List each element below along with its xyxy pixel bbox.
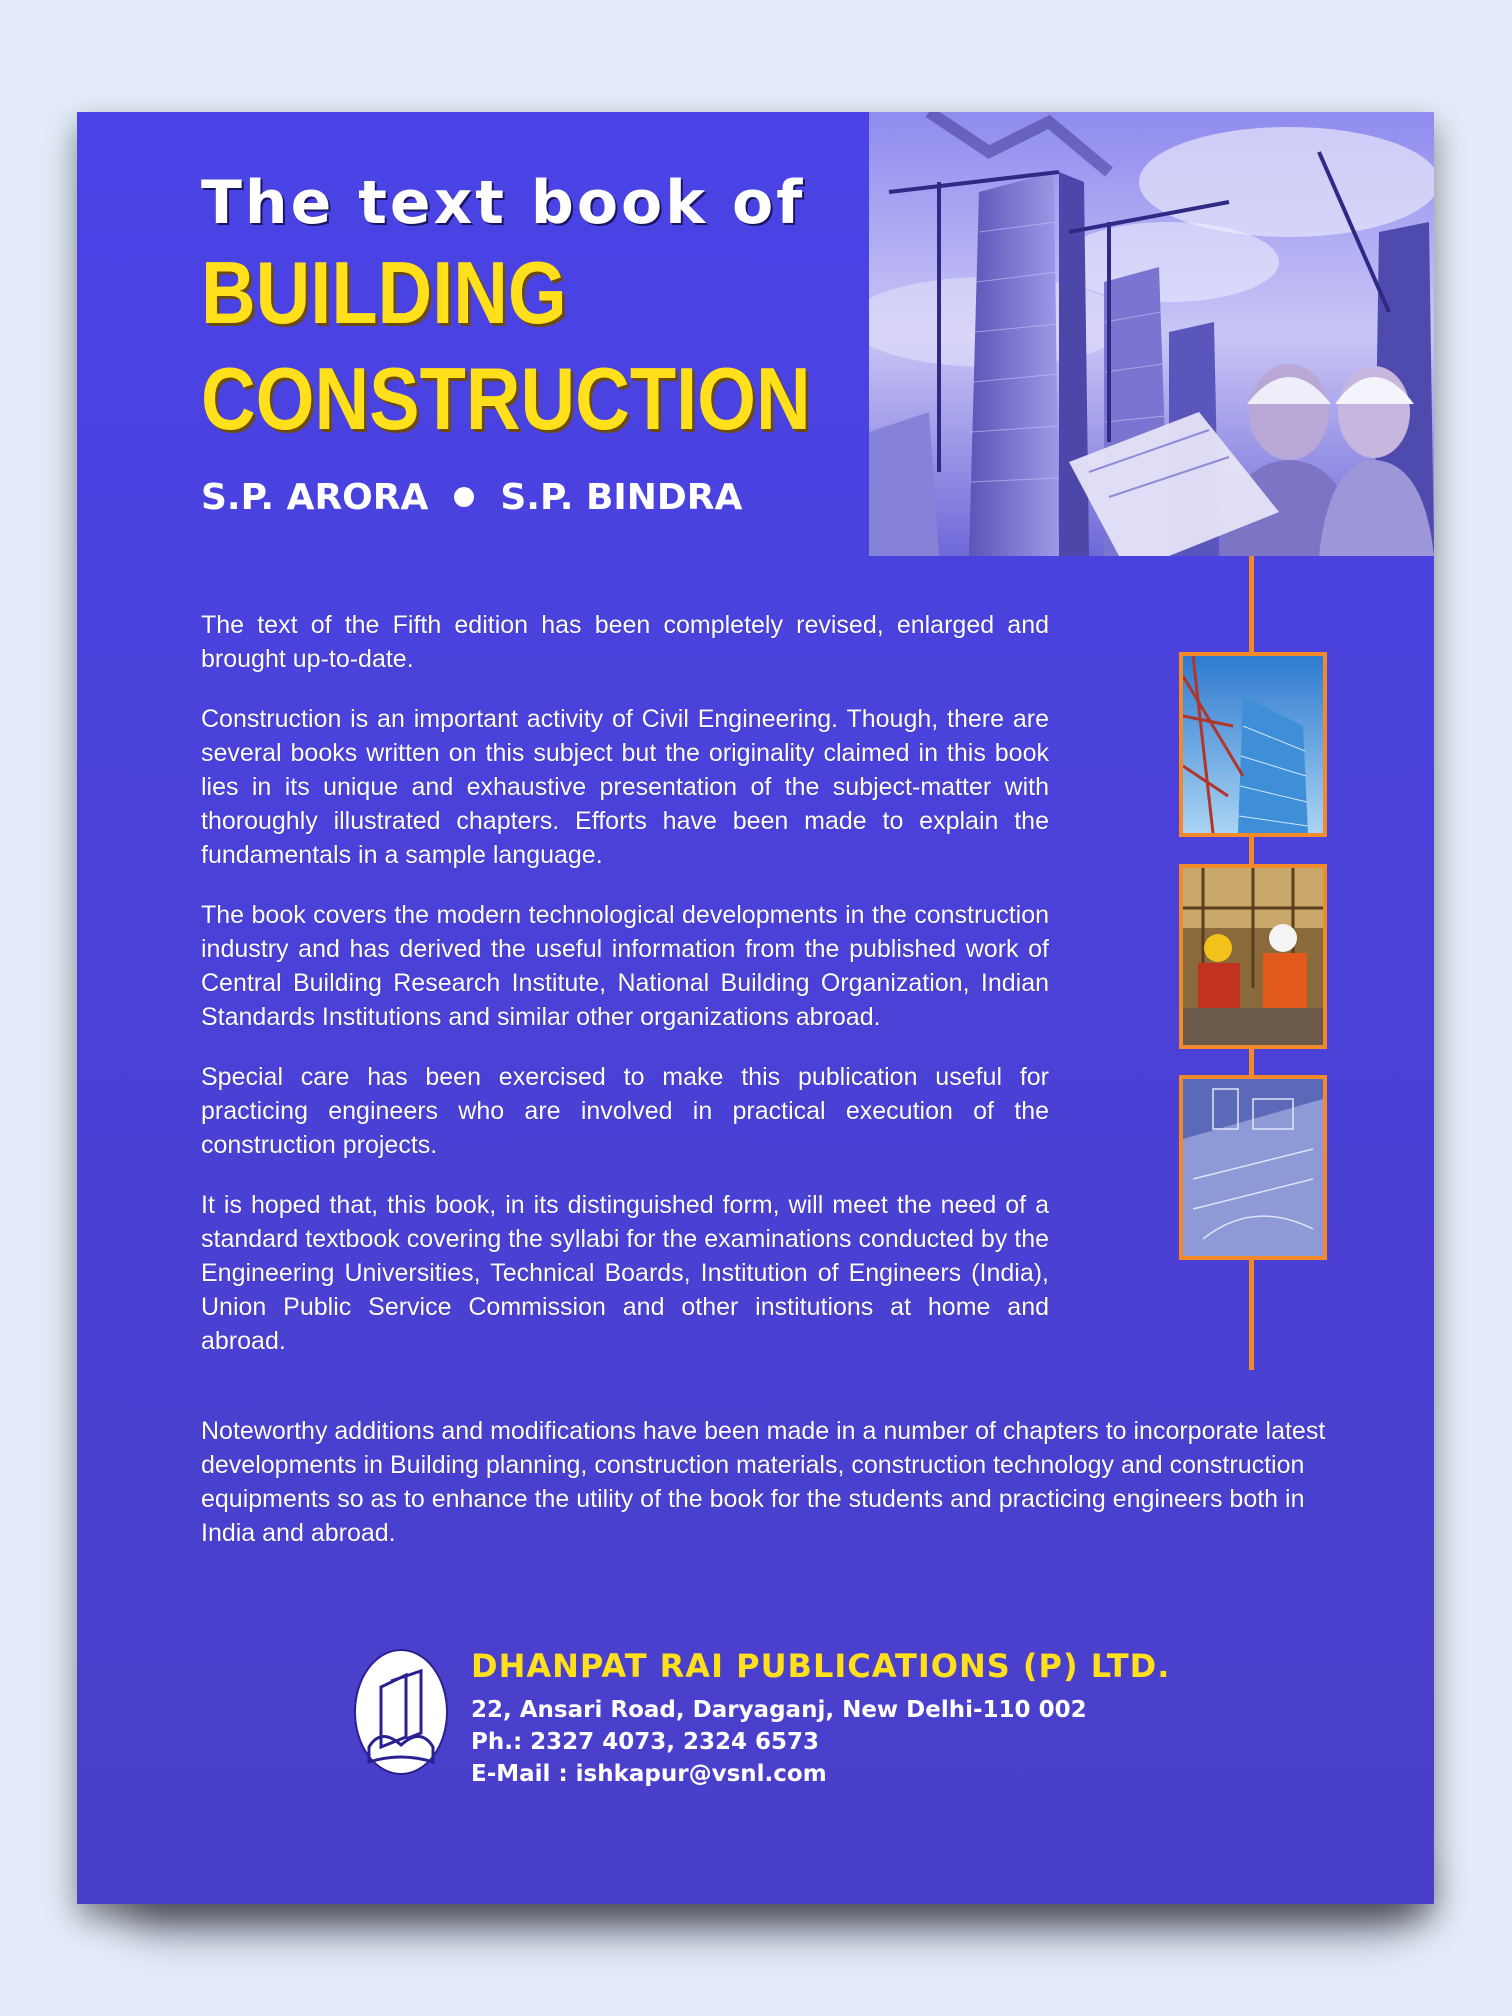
publisher-email: E-Mail : ishkapur@vsnl.com — [471, 1761, 827, 1787]
title-line-small: The text book of — [201, 168, 806, 238]
publisher-block — [351, 1647, 1251, 1787]
blueprint-thumbnail — [1179, 1075, 1327, 1260]
title-construction: CONSTRUCTION — [201, 349, 811, 448]
author-arora: S.P. ARORA — [201, 476, 429, 518]
bullet-dot-icon — [454, 487, 474, 507]
paragraph-6: Noteworthy additions and modifications have been made in a number of chapters to incorporate latest developments in Building planning, construction materials, construction technology and construction equipments so as to enhance the utility of the book for the students and practicing engineers both in India and abroad. — [201, 1417, 1326, 1547]
glass-tower-thumbnail — [1179, 652, 1327, 837]
publisher-phone: Ph.: 2327 4073, 2324 6573 — [471, 1729, 819, 1755]
paragraph-4: Special care has been exercised to make this publication useful for practicing engineers who are involved in practical execution of the construction projects. — [201, 1063, 1049, 1159]
paragraph-3: The book covers the modern technological developments in the construction industry and has derived the useful information from the published work of Central Building Research Institute, National Building Organization, Indian Standards Institutions and similar other organizations abroad. — [201, 901, 1049, 1031]
title-building: BUILDING — [201, 243, 567, 342]
description-column — [201, 608, 1049, 1384]
book-back-cover — [77, 112, 1434, 1904]
authors — [201, 472, 742, 522]
publisher-address: 22, Ansari Road, Daryaganj, New Delhi-110 002 — [471, 1697, 1087, 1723]
paragraph-5: It is hoped that, this book, in its distinguished form, will meet the need of a standard textbook covering the syllabi for the examinations conducted by the Engineering Universities, Technical Boards, Institution of Engineers (India), Union Public Service Commission and other institutions at home and abroad. — [201, 1191, 1049, 1355]
publisher-logo-icon — [351, 1647, 451, 1777]
author-bindra: S.P. BINDRA — [500, 476, 743, 518]
workers-thumbnail — [1179, 864, 1327, 1049]
publisher-name: DHANPAT RAI PUBLICATIONS (P) LTD. — [471, 1647, 1171, 1685]
paragraph-1: The text of the Fifth edition has been completely revised, enlarged and brought up-to-date. — [201, 611, 1049, 673]
construction-site-photo — [869, 112, 1434, 556]
paragraph-2: Construction is an important activity of Civil Engineering. Though, there are several books written on this subject but the originality claimed in this book lies in its unique and exhaustive presentation of the subject-matter with thoroughly illustrated chapters. Efforts have been made to explain the fundamentals in a sample language. — [201, 705, 1049, 869]
